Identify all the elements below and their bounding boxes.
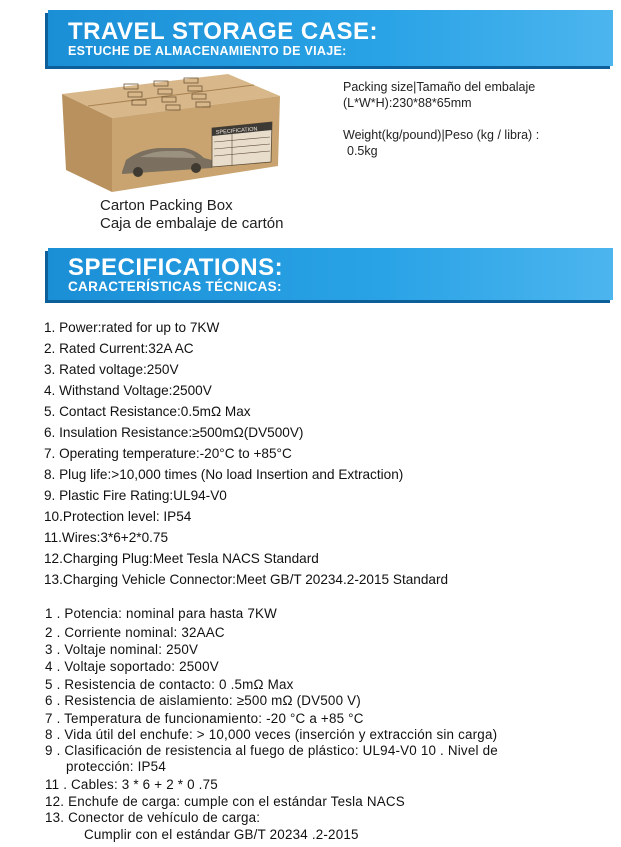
packing-size-value: (L*W*H):230*88*65mm: [343, 96, 472, 110]
travel-storage-banner: [48, 10, 613, 66]
spec-en-item: 5. Contact Resistance:0.5mΩ Max: [44, 404, 251, 419]
specifications-title: SPECIFICATIONS:: [68, 254, 284, 281]
spec-es-item: 1 . Potencia: nominal para hasta 7KW: [45, 606, 277, 621]
spec-es-item: 8 . Vida útil del enchufe: > 10,000 veces (inserción y extracción sin carga): [45, 727, 498, 742]
spec-es-item: 5 . Resistencia de contacto: 0 .5mΩ Max: [45, 677, 294, 692]
weight-value: 0.5kg: [347, 144, 378, 158]
spec-en-item: 3. Rated voltage:250V: [44, 362, 179, 377]
spec-en-item: 11.Wires:3*6+2*0.75: [44, 530, 169, 545]
spec-es-item-continued: protección: IP54: [66, 759, 166, 774]
spec-es-item: 6 . Resistencia de aislamiento: ≥500 mΩ (DV500 V): [45, 693, 361, 708]
spec-es-item: 11 . Cables: 3 * 6 + 2 * 0 .75: [45, 777, 218, 792]
spec-es-item: 7 . Temperatura de funcionamiento: -20 °C a +85 °C: [45, 711, 364, 726]
spec-en-item: 2. Rated Current:32A AC: [44, 341, 194, 356]
spec-es-item: 12. Enchufe de carga: cumple con el estándar Tesla NACS: [45, 794, 405, 809]
caption-spanish: Caja de embalaje de cartón: [100, 215, 284, 232]
spec-es-item: 4 . Voltaje soportado: 2500V: [45, 659, 219, 674]
spec-en-item: 13.Charging Vehicle Connector:Meet GB/T 20234.2-2015 Standard: [44, 572, 449, 587]
packing-size-label: Packing size|Tamaño del embalaje: [343, 80, 536, 94]
travel-storage-title: TRAVEL STORAGE CASE:: [68, 18, 379, 45]
spec-en-item: 1. Power:rated for up to 7KW: [44, 320, 220, 335]
spec-en-item: 4. Withstand Voltage:2500V: [44, 383, 212, 398]
spec-en-item: 8. Plug life:>10,000 times (No load Insertion and Extraction): [44, 467, 404, 482]
spec-es-item: 2 . Corriente nominal: 32AAC: [45, 625, 225, 640]
carton-box-image: [62, 74, 280, 192]
spec-es-item: 13. Conector de vehículo de carga:: [45, 810, 261, 825]
spec-es-item: 9 . Clasificación de resistencia al fuego de plástico: UL94-V0 10 . Nivel de: [45, 743, 498, 758]
spec-en-item: 7. Operating temperature:-20°C to +85°C: [44, 446, 292, 461]
specifications-banner: [48, 248, 613, 300]
spec-en-item: 12.Charging Plug:Meet Tesla NACS Standard: [44, 551, 319, 566]
spec-en-item: 10.Protection level: IP54: [44, 509, 192, 524]
travel-storage-subtitle: ESTUCHE DE ALMACENAMIENTO DE VIAJE:: [68, 44, 347, 58]
weight-label: Weight(kg/pound)|Peso (kg / libra) :: [343, 128, 540, 142]
spec-es-item: 3 . Voltaje nominal: 250V: [45, 642, 199, 657]
box-label-text: SPECIFICATION: [215, 126, 258, 136]
spec-en-item: 6. Insulation Resistance:≥500mΩ(DV500V): [44, 425, 304, 440]
specification-label: [212, 122, 272, 167]
specifications-subtitle: CARACTERÍSTICAS TÉCNICAS:: [68, 279, 282, 294]
spec-en-item: 9. Plastic Fire Rating:UL94-V0: [44, 488, 227, 503]
spec-es-item-continued: Cumplir con el estándar GB/T 20234 .2-2015: [84, 827, 359, 842]
caption-english: Carton Packing Box: [100, 197, 233, 214]
